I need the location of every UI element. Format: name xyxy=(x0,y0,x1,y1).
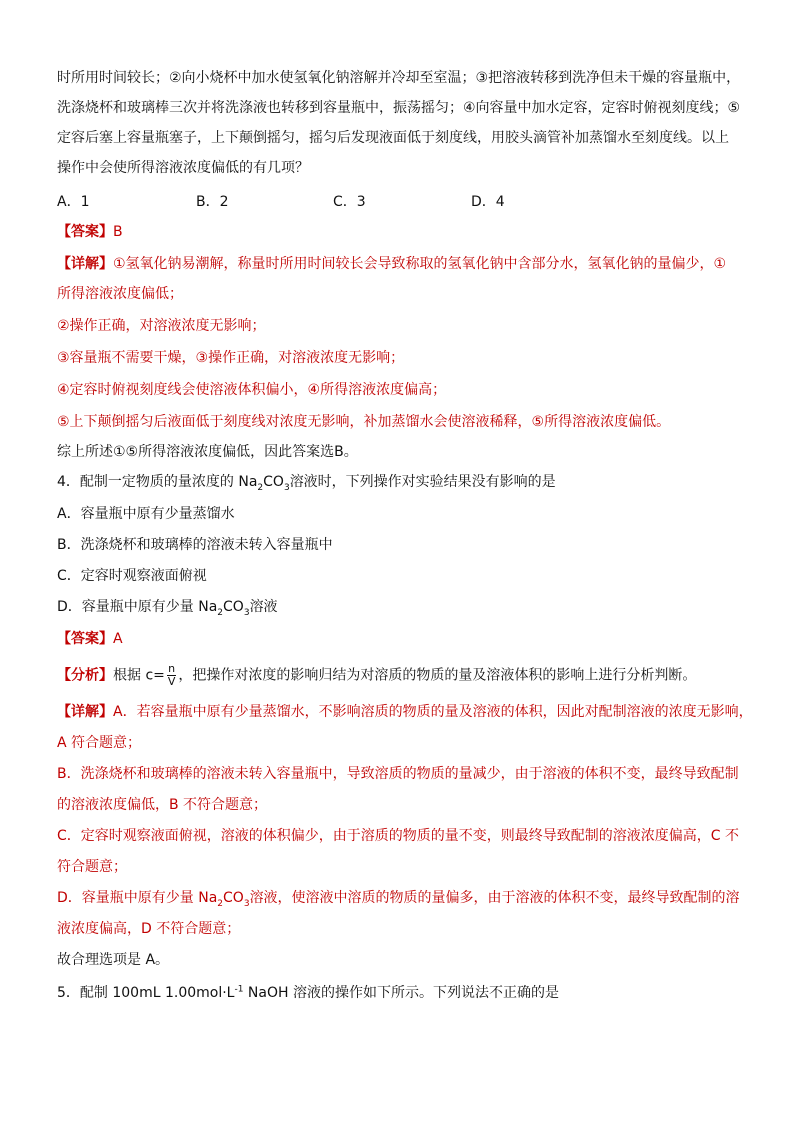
analysis-text: ，把操作对浓度的影响归结为对溶质的物质的量及溶液体积的影响上进行分析判断。 xyxy=(178,667,697,684)
q5-stem xyxy=(57,983,559,1003)
answer-value: A xyxy=(113,631,123,647)
subscript: 2 xyxy=(217,898,224,909)
q4-analysis xyxy=(57,663,696,688)
fraction-denominator: V xyxy=(167,675,176,688)
subscript: 2 xyxy=(257,482,264,493)
q4-detail-c-line-1: C．定容时观察液面俯视，溶液的体积偏少，由于溶质的物质的量不变，则最终导致配制的溶液浓度偏高，C 不 xyxy=(57,828,739,844)
detail-text: 溶液，使溶液中溶质的物质的量偏多，由于溶液的体积不变，最终导致配制的溶 xyxy=(249,890,740,906)
analysis-text: 根据 c= xyxy=(113,667,165,684)
answer-label: 【答案】 xyxy=(57,631,113,647)
detail-text: D．容量瓶中原有少量 Na xyxy=(57,890,218,906)
q4-detail-c-line-2: 符合题意； xyxy=(57,859,127,875)
q3-stem-line-1: 时所用时间较长；②向小烧杯中加水使氢氧化钠溶解并冷却至室温；③把溶液转移到洗净但未干燥的容量瓶中， xyxy=(57,70,741,86)
q4-detail-d-line-2: 液浓度偏高，D 不符合题意； xyxy=(57,921,241,937)
q3-summary: 综上所述①⑤所得溶液浓度偏低，因此答案选B。 xyxy=(57,444,358,460)
option-text: CO xyxy=(223,599,244,615)
formula-fraction xyxy=(167,663,177,688)
q3-answer xyxy=(57,222,123,242)
q4-option-b: B．洗涤烧杯和玻璃棒的溶液未转入容量瓶中 xyxy=(57,537,333,553)
q3-detail-line-3: ②操作正确，对溶液浓度无影响； xyxy=(57,318,266,334)
q3-detail-line-6: ⑤上下颠倒摇匀后液面低于刻度线对浓度无影响，补加蒸馏水会使溶液稀释，⑤所得溶液浓度偏低。 xyxy=(57,414,671,430)
q3-stem-line-4: 操作中会使所得溶液浓度偏低的有几项？ xyxy=(57,160,309,176)
detail-text: ①氢氧化钠易潮解，称量时所用时间较长会导致称取的氢氧化钠中含部分水，氢氧化钠的量偏少，① xyxy=(113,256,727,272)
subscript: 3 xyxy=(243,898,250,909)
q5-stem-text: 5．配制 100mL 1.00mol·L xyxy=(57,985,235,1001)
q4-detail-a-line-1 xyxy=(57,702,753,722)
option-text: 溶液 xyxy=(249,599,278,615)
fraction-numerator: n xyxy=(168,662,176,675)
q4-detail-a-line-2: A 符合题意； xyxy=(57,735,142,751)
detail-label: 【详解】 xyxy=(57,256,113,272)
superscript: -1 xyxy=(234,984,244,995)
q4-option-a: A．容量瓶中原有少量蒸馏水 xyxy=(57,506,235,522)
q4-detail-d-line-1 xyxy=(57,888,740,908)
answer-value: B xyxy=(113,224,123,240)
q4-stem-text: 4．配制一定物质的量浓度的 Na xyxy=(57,474,258,490)
q4-stem xyxy=(57,472,556,492)
subscript: 3 xyxy=(283,482,290,493)
q3-detail-line-5: ④定容时俯视刻度线会使溶液体积偏小，④所得溶液浓度偏高； xyxy=(57,382,447,398)
q3-detail-line-2: 所得溶液浓度偏低； xyxy=(57,286,183,302)
q5-stem-text: NaOH 溶液的操作如下所示。下列说法不正确的是 xyxy=(243,985,559,1001)
q3-detail-line-4: ③容量瓶不需要干燥，③操作正确，对溶液浓度无影响； xyxy=(57,350,405,366)
q3-option-d: D．4 xyxy=(471,194,505,210)
q3-detail-line-1 xyxy=(57,254,726,274)
q3-option-c: C．3 xyxy=(333,194,366,210)
q4-option-d xyxy=(57,597,278,617)
detail-text: A．若容量瓶中原有少量蒸馏水，不影响溶质的物质的量及溶液的体积，因此对配制溶液的浓度无影响， xyxy=(113,704,753,720)
answer-label: 【答案】 xyxy=(57,224,113,240)
q4-stem-text: CO xyxy=(263,474,284,490)
q4-stem-text: 溶液时，下列操作对实验结果没有影响的是 xyxy=(289,474,556,490)
q4-detail-b-line-1: B．洗涤烧杯和玻璃棒的溶液未转入容量瓶中，导致溶质的物质的量减少，由于溶液的体积不变，最终导致配制 xyxy=(57,766,739,782)
subscript: 3 xyxy=(243,607,250,618)
q3-option-b: B．2 xyxy=(196,194,229,210)
analysis-label: 【分析】 xyxy=(57,667,113,684)
option-text: D．容量瓶中原有少量 Na xyxy=(57,599,218,615)
q4-option-c: C．定容时观察液面俯视 xyxy=(57,568,207,584)
q4-detail-b-line-2: 的溶液浓度偏低，B 不符合题意； xyxy=(57,797,268,813)
detail-label: 【详解】 xyxy=(57,704,113,720)
q3-option-a: A．1 xyxy=(57,194,90,210)
detail-text: CO xyxy=(223,890,244,906)
q3-stem-line-2: 洗涤烧杯和玻璃棒三次并将洗涤液也转移到容量瓶中，振荡摇匀；④向容量中加水定容，定容时俯视刻度线；⑤ xyxy=(57,100,741,116)
subscript: 2 xyxy=(217,607,224,618)
q4-summary: 故合理选项是 A。 xyxy=(57,952,170,968)
q4-answer xyxy=(57,629,123,649)
q3-stem-line-3: 定容后塞上容量瓶塞子，上下颠倒摇匀，摇匀后发现液面低于刻度线，用胶头滴管补加蒸馏水至刻度线。以上 xyxy=(57,130,729,146)
